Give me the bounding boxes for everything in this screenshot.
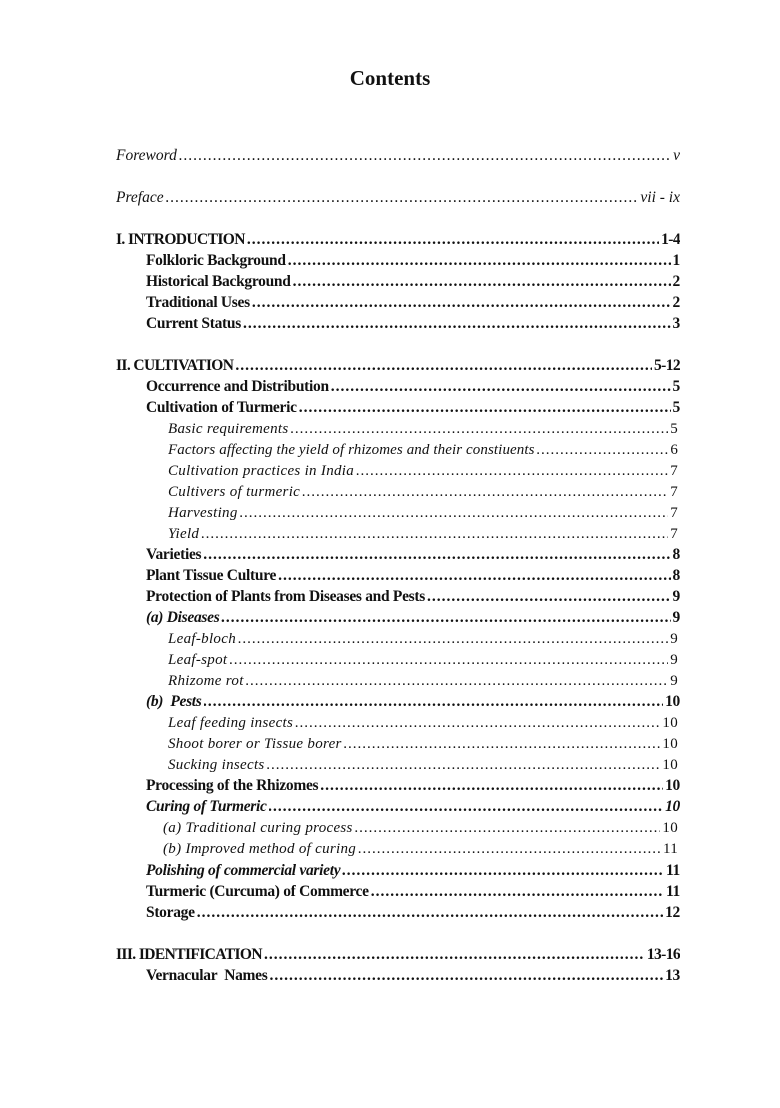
toc-part-introduction[interactable] xyxy=(116,229,680,251)
toc-entry-page: 9 xyxy=(670,673,678,689)
toc-entry-storage[interactable] xyxy=(146,902,680,924)
toc-entry-tissue-culture[interactable] xyxy=(146,565,680,587)
toc-entry-label: Current Status xyxy=(146,315,241,332)
dot-leader xyxy=(295,712,660,734)
toc-entry-page: 6 xyxy=(670,442,678,458)
toc-part-cultivation[interactable] xyxy=(116,355,680,377)
toc-entry-label: Rhizome rot xyxy=(168,673,244,689)
toc-entry-label: Occurrence and Distribution xyxy=(146,378,329,395)
dot-leader xyxy=(247,229,659,251)
dot-leader xyxy=(221,607,670,629)
toc-entry-label: (b) Pests xyxy=(146,693,202,710)
toc-entry-leaf-bloch[interactable] xyxy=(168,628,678,650)
toc-entry-label: Vernacular Names xyxy=(146,967,268,984)
dot-leader xyxy=(278,565,670,587)
toc-entry-page: 1-4 xyxy=(661,231,680,248)
dot-leader xyxy=(204,691,664,713)
toc-entry-rhizome-rot[interactable] xyxy=(168,670,678,692)
toc-entry-page: 9 xyxy=(672,588,680,605)
toc-entry-leaf-spot[interactable] xyxy=(168,649,678,671)
toc-entry-label: (a) Traditional curing process xyxy=(163,820,353,836)
toc-entry-current-status[interactable] xyxy=(146,313,680,335)
toc-entry-shoot-borer[interactable] xyxy=(168,733,678,755)
toc-entry-label: Leaf-spot xyxy=(168,652,228,668)
toc-entry-page: 5 xyxy=(672,399,680,416)
dot-leader xyxy=(371,881,664,903)
toc-entry-leaf-feeding[interactable] xyxy=(168,712,678,734)
toc-entry-processing[interactable] xyxy=(146,775,680,797)
toc-entry-occurrence[interactable] xyxy=(146,376,680,398)
toc-entry-label: Factors affecting the yield of rhizomes and their constiuents xyxy=(168,442,535,458)
toc-entry-label: Plant Tissue Culture xyxy=(146,567,277,584)
toc-entry-label: Yield xyxy=(168,526,200,542)
dot-leader xyxy=(344,733,661,755)
dot-leader xyxy=(293,271,671,293)
toc-entry-label: Foreword xyxy=(116,147,177,164)
toc-entry-page: vii - ix xyxy=(640,189,680,206)
dot-leader xyxy=(252,292,671,314)
toc-entry-label: Cultivers of turmeric xyxy=(168,484,301,500)
toc-entry-improved-curing[interactable] xyxy=(163,838,678,860)
toc-entry-page: 13-16 xyxy=(646,946,680,963)
toc-entry-page: 5 xyxy=(670,421,678,437)
toc-entry-page: 8 xyxy=(672,567,680,584)
toc-entry-traditional-curing[interactable] xyxy=(163,817,678,839)
dot-leader xyxy=(179,145,671,167)
toc-entry-page: 7 xyxy=(670,505,678,521)
toc-entry-label: Cultivation practices in India xyxy=(168,463,355,479)
toc-entry-page: 8 xyxy=(672,546,680,563)
toc-entry-label: Basic requirements xyxy=(168,421,289,437)
toc-entry-curing[interactable] xyxy=(146,796,680,818)
toc-entry-label: III. IDENTIFICATION xyxy=(116,946,262,963)
toc-entry-label: (b) Improved method of curing xyxy=(163,841,357,857)
toc-entry-page: 10 xyxy=(662,715,678,731)
dot-leader xyxy=(229,649,668,671)
dot-leader xyxy=(238,628,668,650)
toc-entry-harvesting[interactable] xyxy=(168,502,678,524)
toc-entry-page: 9 xyxy=(670,652,678,668)
toc-entry-preface[interactable] xyxy=(116,187,680,209)
toc-entry-varieties[interactable] xyxy=(146,544,680,566)
toc-entry-label: Cultivation of Turmeric xyxy=(146,399,297,416)
toc-entry-page: 10 xyxy=(662,736,678,752)
toc-entry-label: I. INTRODUCTION xyxy=(116,231,245,248)
toc-entry-label: Storage xyxy=(146,904,195,921)
toc-entry-page: 5 xyxy=(672,378,680,395)
toc-entry-basic-requirements[interactable] xyxy=(168,418,678,440)
toc-entry-label: Processing of the Rhizomes xyxy=(146,777,319,794)
dot-leader xyxy=(288,250,671,272)
toc-entry-label: (a) Diseases xyxy=(146,609,220,626)
dot-leader xyxy=(166,187,639,209)
toc-entry-vernacular-names[interactable] xyxy=(146,965,680,987)
toc-entry-label: Leaf-bloch xyxy=(168,631,236,647)
dot-leader xyxy=(342,860,664,882)
toc-entry-page: 12 xyxy=(665,904,680,921)
toc-entry-page: 10 xyxy=(662,820,678,836)
dot-leader xyxy=(320,775,663,797)
dot-leader xyxy=(243,313,671,335)
toc-entry-page: 10 xyxy=(665,693,680,710)
toc-entry-cultivation-of-turmeric[interactable] xyxy=(146,397,680,419)
dot-leader xyxy=(267,754,661,776)
dot-leader xyxy=(427,586,671,608)
toc-entry-page: 1 xyxy=(672,252,680,269)
page-title: Contents xyxy=(349,66,431,90)
toc-entry-page: 13 xyxy=(665,967,680,984)
toc-entry-page: 3 xyxy=(672,315,680,332)
toc-entry-folkloric[interactable] xyxy=(146,250,680,272)
toc-entry-page: 5-12 xyxy=(653,357,680,374)
dot-leader xyxy=(201,523,668,545)
toc-entry-page: 11 xyxy=(662,841,678,857)
dot-leader xyxy=(358,838,661,860)
toc-entry-page: 7 xyxy=(670,526,678,542)
toc-entry-polishing[interactable] xyxy=(146,860,680,882)
toc-entry-label: Preface xyxy=(116,189,164,206)
dot-leader xyxy=(331,376,671,398)
dot-leader xyxy=(537,439,669,461)
toc-entry-page: 2 xyxy=(672,273,680,290)
toc-entry-diseases[interactable] xyxy=(146,607,680,629)
toc-entry-factors[interactable] xyxy=(168,439,678,461)
toc-entry-page: 10 xyxy=(665,777,680,794)
toc-entry-yield[interactable] xyxy=(168,523,678,545)
toc-entry-page: 10 xyxy=(665,798,680,815)
toc-entry-pests[interactable] xyxy=(146,691,680,713)
toc-entry-protection[interactable] xyxy=(146,586,680,608)
toc-entry-page: 10 xyxy=(662,757,678,773)
toc-entry-page: 11 xyxy=(665,862,680,879)
dot-leader xyxy=(299,397,671,419)
dot-leader xyxy=(235,355,652,377)
dot-leader xyxy=(291,418,669,440)
toc-entry-sucking-insects[interactable] xyxy=(168,754,678,776)
dot-leader xyxy=(302,481,668,503)
toc-entry-page: 11 xyxy=(665,883,680,900)
toc-entry-traditional-uses[interactable] xyxy=(146,292,680,314)
dot-leader xyxy=(197,902,663,924)
toc-entry-label: Shoot borer or Tissue borer xyxy=(168,736,342,752)
toc-entry-historical[interactable] xyxy=(146,271,680,293)
toc-entry-label: Harvesting xyxy=(168,505,238,521)
toc-entry-page: v xyxy=(673,147,680,164)
toc-entry-label: Folkloric Background xyxy=(146,252,286,269)
toc-entry-label: Leaf feeding insects xyxy=(168,715,294,731)
dot-leader xyxy=(355,817,661,839)
toc-entry-cultivers[interactable] xyxy=(168,481,678,503)
dot-leader xyxy=(269,965,663,987)
toc-entry-foreword[interactable] xyxy=(116,145,680,167)
dot-leader xyxy=(240,502,669,524)
dot-leader xyxy=(264,944,645,966)
dot-leader xyxy=(246,670,669,692)
toc-entry-page: 7 xyxy=(670,463,678,479)
toc-entry-label: Traditional Uses xyxy=(146,294,250,311)
toc-part-identification[interactable] xyxy=(116,944,680,966)
toc-entry-label: Varieties xyxy=(146,546,202,563)
toc-entry-commerce[interactable] xyxy=(146,881,680,903)
toc-entry-page: 2 xyxy=(672,294,680,311)
toc-entry-page: 9 xyxy=(672,609,680,626)
toc-entry-page: 7 xyxy=(670,484,678,500)
toc-entry-label: Protection of Plants from Diseases and Pests xyxy=(146,588,425,605)
toc-entry-label: Curing of Turmeric xyxy=(146,798,267,815)
dot-leader xyxy=(203,544,670,566)
toc-entry-cultivation-practices[interactable] xyxy=(168,460,678,482)
toc-entry-label: Turmeric (Curcuma) of Commerce xyxy=(146,883,369,900)
toc-entry-label: II. CULTIVATION xyxy=(116,357,234,374)
toc-entry-label: Historical Background xyxy=(146,273,291,290)
toc-entry-label: Polishing of commercial variety xyxy=(146,862,341,879)
dot-leader xyxy=(269,796,663,818)
toc-entry-label: Sucking insects xyxy=(168,757,265,773)
dot-leader xyxy=(356,460,668,482)
toc-entry-page: 9 xyxy=(670,631,678,647)
